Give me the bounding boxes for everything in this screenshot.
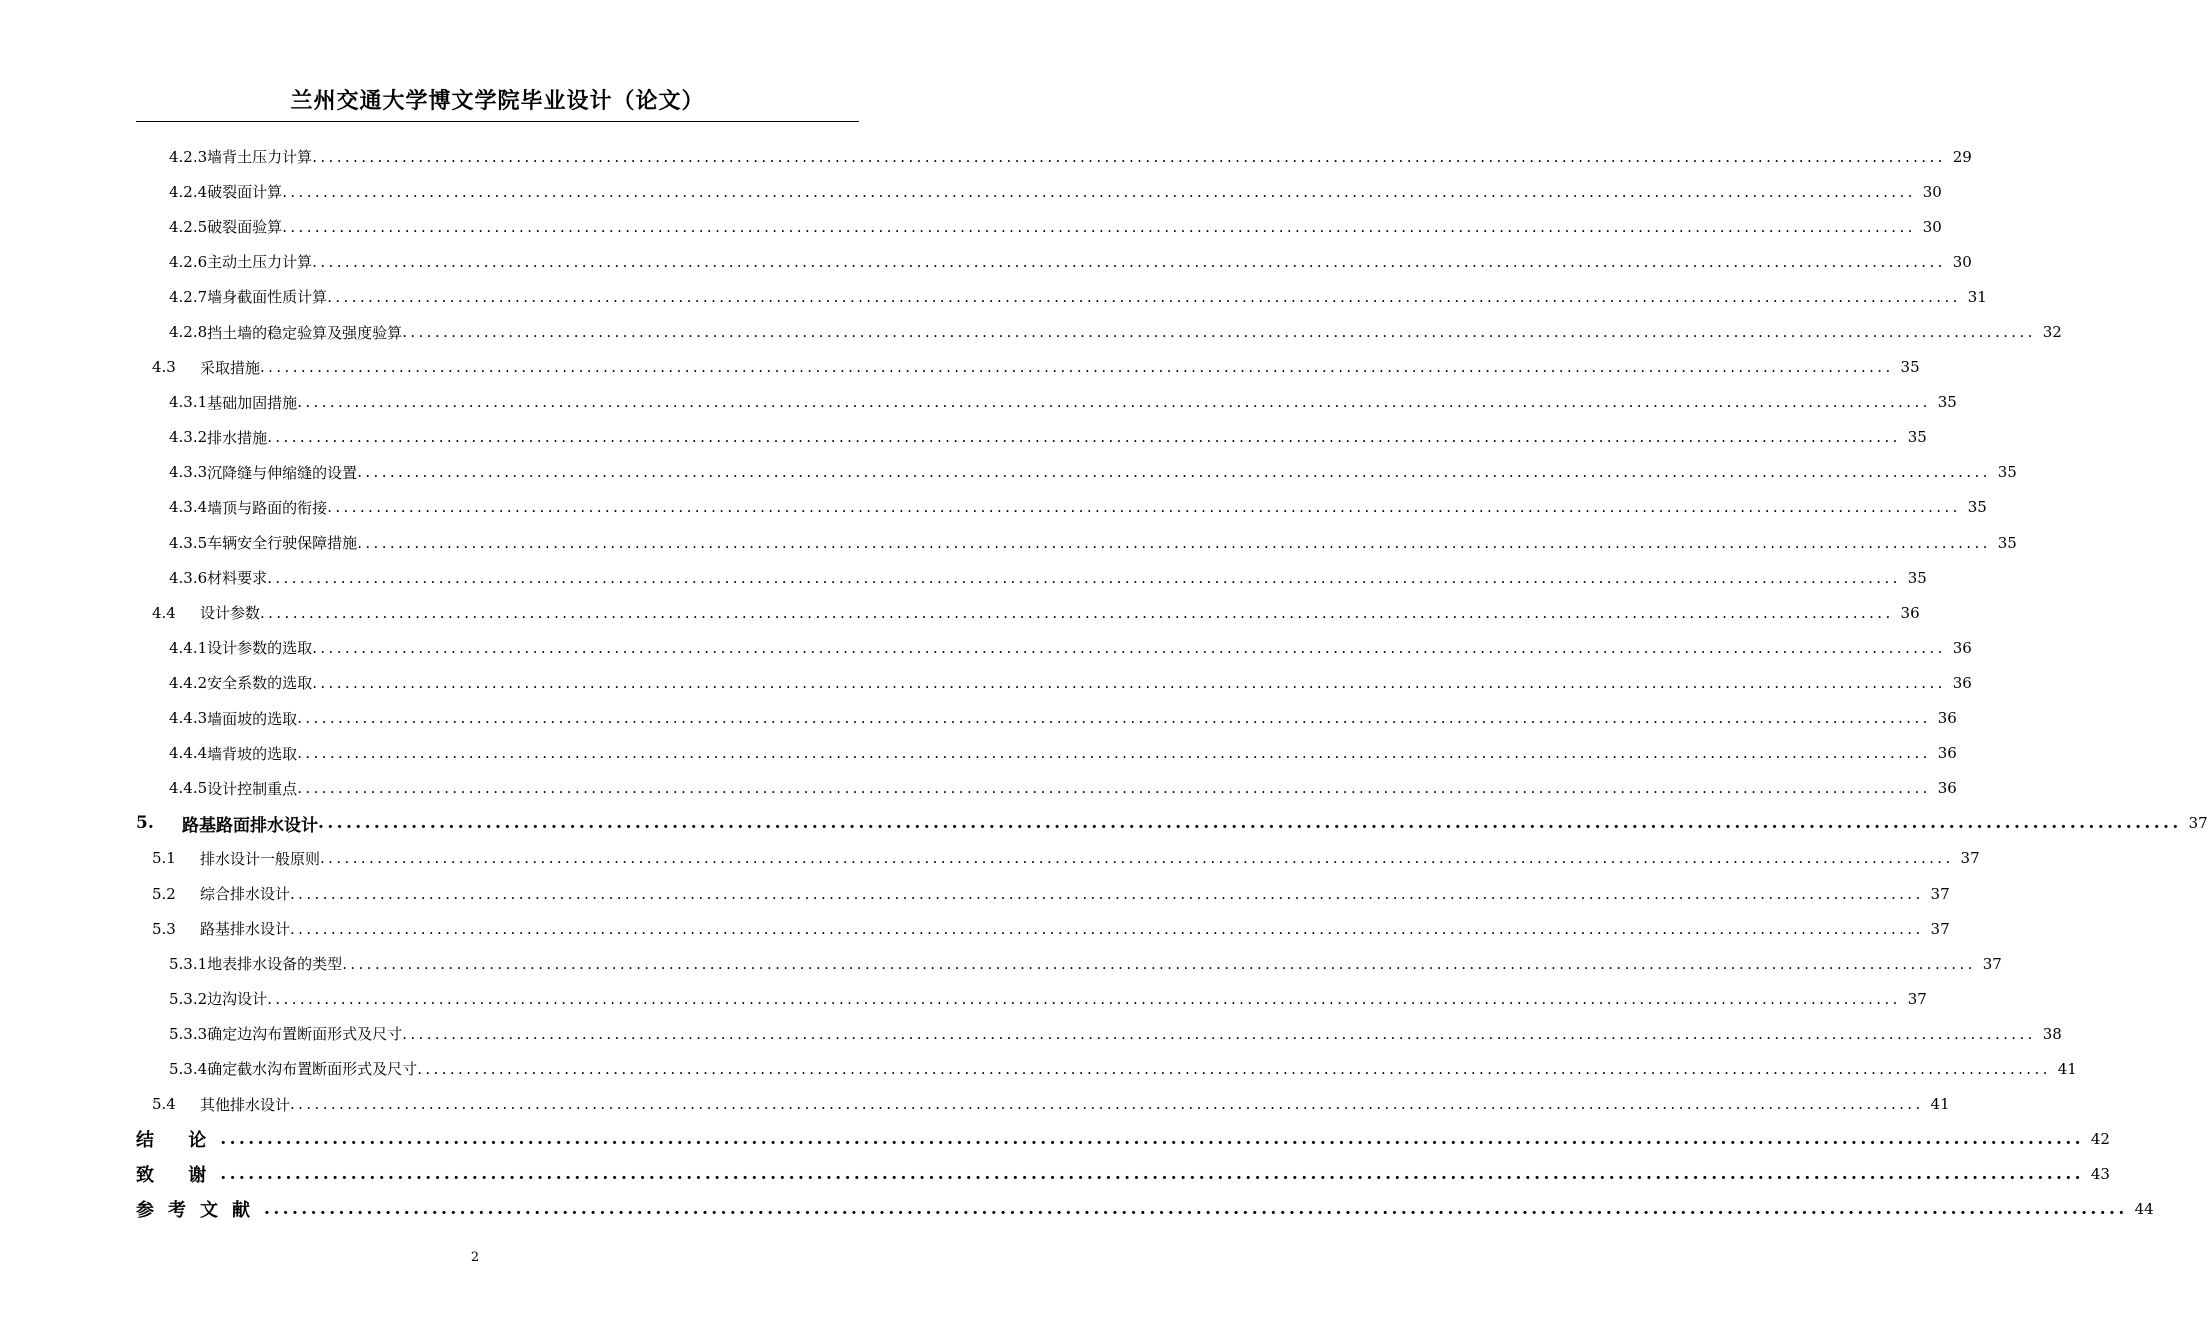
- toc-entry[interactable]: [136, 1157, 2110, 1192]
- toc-entry-number: 4.4: [152, 603, 176, 622]
- toc-dot-leader: ........................................................................................................................................................................................................: [327, 287, 1961, 306]
- toc-entry-title: 沉降缝与伸缩缝的设置: [207, 463, 358, 482]
- toc-entry-number: 4.4.2: [169, 673, 208, 692]
- toc-entry-title: 采取措施: [200, 358, 261, 377]
- toc-entry-page: 36: [1937, 709, 1957, 728]
- toc-entry-page: 30: [1952, 252, 1972, 271]
- toc-entry-title: 综合排水设计: [200, 885, 291, 904]
- toc-entry-page: 35: [1937, 393, 1957, 412]
- toc-entry-page: 37: [1960, 849, 1980, 868]
- toc-entry-page: 32: [2042, 323, 2062, 342]
- toc-entry-title: 破裂面验算: [207, 218, 283, 237]
- toc-entry-title: 基础加固措施: [207, 393, 298, 412]
- toc-entry[interactable]: [136, 560, 1927, 595]
- toc-entry-title: 设计参数: [200, 604, 261, 623]
- toc-entry-title: 确定边沟布置断面形式及尺寸: [207, 1025, 403, 1044]
- toc-dot-leader: ........................................................................................................................................................................................................: [327, 498, 1961, 517]
- toc-entry[interactable]: [136, 771, 1957, 806]
- toc-entry-page: 36: [1937, 779, 1957, 798]
- toc-dot-leader: ........................................................................................................................................................................................................: [297, 744, 1931, 763]
- toc-entry-number: 5.3.4: [169, 1059, 208, 1078]
- toc-entry-number: 5.1: [152, 849, 176, 868]
- toc-dot-leader: ........................................................................................................................................................................................................: [264, 1199, 2128, 1220]
- toc-entry[interactable]: [136, 701, 1957, 736]
- toc-entry-page: 36: [1900, 603, 1920, 622]
- toc-entry-title: 墙身截面性质计算: [207, 288, 328, 307]
- toc-entry[interactable]: [136, 174, 1942, 209]
- toc-dot-leader: ........................................................................................................................................................................................................: [290, 919, 1924, 938]
- toc-entry[interactable]: [136, 209, 1942, 244]
- toc-entry-page: 31: [1967, 287, 1987, 306]
- toc-entry-page: 43: [2090, 1165, 2110, 1184]
- toc-entry[interactable]: [136, 806, 2208, 841]
- toc-entry-title: 路基路面排水设计: [182, 815, 318, 836]
- toc-entry-title: 破裂面计算: [207, 183, 283, 202]
- toc-dot-leader: ........................................................................................................................................................................................................: [267, 568, 1901, 587]
- toc-entry-title: 边沟设计: [207, 990, 268, 1009]
- toc-entry-page: 37: [2188, 814, 2208, 833]
- toc-dot-leader: ........................................................................................................................................................................................................: [402, 323, 2036, 342]
- toc-dot-leader: ........................................................................................................................................................................................................: [318, 813, 2182, 834]
- toc-entry-title: 结 论: [136, 1130, 221, 1152]
- toc-entry-title: 路基排水设计: [200, 920, 291, 939]
- toc-entry-title: 致 谢: [136, 1165, 221, 1187]
- toc-entry[interactable]: [136, 1192, 2154, 1227]
- toc-dot-leader: ........................................................................................................................................................................................................: [312, 638, 1946, 657]
- toc-dot-leader: ........................................................................................................................................................................................................: [417, 1059, 2051, 1078]
- toc-dot-leader: ........................................................................................................................................................................................................: [267, 989, 1901, 1008]
- toc-dot-leader: ........................................................................................................................................................................................................: [342, 954, 1976, 973]
- toc-entry[interactable]: [136, 630, 1972, 665]
- toc-entry-page: 44: [2134, 1200, 2154, 1219]
- toc-entry-number: 4.2.3: [169, 147, 208, 166]
- toc-entry-page: 41: [2057, 1059, 2077, 1078]
- toc-dot-leader: ........................................................................................................................................................................................................: [320, 849, 1954, 868]
- toc-entry-number: 5.4: [152, 1095, 176, 1114]
- toc-entry-title: 墙顶与路面的衔接: [207, 498, 328, 517]
- toc-entry-page: 37: [1907, 989, 1927, 1008]
- toc-entry[interactable]: [136, 1016, 2062, 1051]
- toc-entry-number: 4.4.5: [169, 779, 208, 798]
- toc-dot-leader: ........................................................................................................................................................................................................: [357, 463, 1991, 482]
- toc-entry[interactable]: [136, 736, 1957, 771]
- toc-entry-title: 排水措施: [207, 428, 268, 447]
- table-of-contents: [136, 139, 2208, 1227]
- toc-entry-title: 墙面坡的选取: [207, 709, 298, 728]
- toc-entry-number: 4.3.6: [169, 568, 208, 587]
- toc-entry-title: 主动土压力计算: [207, 253, 313, 272]
- toc-entry-number: 4.3.1: [169, 393, 208, 412]
- toc-dot-leader: ........................................................................................................................................................................................................: [297, 393, 1931, 412]
- toc-dot-leader: ........................................................................................................................................................................................................: [402, 1024, 2036, 1043]
- toc-entry-number: 4.2.5: [169, 217, 208, 236]
- toc-entry-title: 排水设计一般原则: [200, 849, 321, 868]
- toc-entry[interactable]: [136, 525, 2017, 560]
- toc-entry[interactable]: [136, 665, 1972, 700]
- toc-entry-title: 确定截水沟布置断面形式及尺寸: [207, 1060, 418, 1079]
- toc-entry[interactable]: [136, 139, 1972, 174]
- toc-entry[interactable]: [136, 1122, 2110, 1157]
- toc-entry-number: 4.3.3: [169, 463, 208, 482]
- page-number: 2: [470, 1250, 480, 1265]
- toc-dot-leader: ........................................................................................................................................................................................................: [260, 603, 1894, 622]
- toc-entry-page: 35: [1997, 533, 2017, 552]
- toc-entry-page: 35: [1907, 428, 1927, 447]
- toc-entry-page: 36: [1952, 673, 1972, 692]
- toc-entry[interactable]: [136, 350, 1920, 385]
- toc-entry-page: 35: [1900, 358, 1920, 377]
- toc-dot-leader: ........................................................................................................................................................................................................: [290, 884, 1924, 903]
- toc-dot-leader: ........................................................................................................................................................................................................: [312, 252, 1946, 271]
- toc-entry-title: 地表排水设备的类型: [207, 955, 343, 974]
- toc-entry-number: 4.2.8: [169, 323, 208, 342]
- toc-entry-page: 30: [1922, 217, 1942, 236]
- toc-entry-page: 37: [1930, 884, 1950, 903]
- toc-dot-leader: ........................................................................................................................................................................................................: [290, 1095, 1924, 1114]
- toc-entry-title: 其他排水设计: [200, 1095, 291, 1114]
- toc-entry[interactable]: [136, 385, 1957, 420]
- toc-entry-number: 4.4.3: [169, 709, 208, 728]
- toc-entry-number: 5.3.3: [169, 1024, 208, 1043]
- toc-entry-number: 4.2.4: [169, 182, 208, 201]
- toc-entry-number: 4.3.4: [169, 498, 208, 517]
- toc-entry[interactable]: [136, 595, 1920, 630]
- toc-entry[interactable]: [136, 911, 1950, 946]
- toc-entry-title: 安全系数的选取: [207, 674, 313, 693]
- toc-dot-leader: ........................................................................................................................................................................................................: [220, 1129, 2084, 1150]
- toc-entry-number: 5.2: [152, 884, 176, 903]
- toc-entry[interactable]: [136, 1051, 2077, 1086]
- toc-entry-title: 墙背土压力计算: [207, 148, 313, 167]
- toc-entry[interactable]: [136, 244, 1972, 279]
- toc-entry-number: 5.3.2: [169, 989, 208, 1008]
- toc-entry[interactable]: [136, 946, 2002, 981]
- toc-entry[interactable]: [136, 420, 1927, 455]
- toc-entry-number: 4.2.6: [169, 252, 208, 271]
- toc-entry-number: 5.: [136, 813, 154, 834]
- toc-entry-page: 35: [1967, 498, 1987, 517]
- toc-entry-number: 5.3: [152, 919, 176, 938]
- toc-entry-page: 35: [1997, 463, 2017, 482]
- toc-entry[interactable]: [136, 314, 2062, 349]
- toc-entry[interactable]: [136, 455, 2017, 490]
- toc-entry-page: 41: [1930, 1095, 1950, 1114]
- toc-entry-page: 37: [1930, 919, 1950, 938]
- toc-entry[interactable]: [136, 876, 1950, 911]
- toc-entry-page: 35: [1907, 568, 1927, 587]
- toc-dot-leader: ........................................................................................................................................................................................................: [260, 358, 1894, 377]
- toc-entry-page: 37: [1982, 954, 2002, 973]
- toc-entry-number: 5.3.1: [169, 954, 208, 973]
- toc-entry[interactable]: [136, 1087, 1950, 1122]
- toc-entry[interactable]: [136, 981, 1927, 1016]
- toc-entry-number: 4.3: [152, 358, 176, 377]
- toc-entry-title: 设计控制重点: [207, 779, 298, 798]
- toc-dot-leader: ........................................................................................................................................................................................................: [297, 709, 1931, 728]
- header-rule: [136, 121, 859, 122]
- toc-entry-title: 挡土墙的稳定验算及强度验算: [207, 323, 403, 342]
- toc-entry-page: 36: [1952, 638, 1972, 657]
- toc-entry[interactable]: [136, 841, 1980, 876]
- toc-dot-leader: ........................................................................................................................................................................................................: [357, 533, 1991, 552]
- toc-entry-page: 29: [1952, 147, 1972, 166]
- toc-entry-title: 车辆安全行驶保障措施: [207, 534, 358, 553]
- toc-entry-title: 材料要求: [207, 569, 268, 588]
- toc-entry-page: 36: [1937, 744, 1957, 763]
- toc-dot-leader: ........................................................................................................................................................................................................: [312, 673, 1946, 692]
- toc-entry[interactable]: [136, 279, 1987, 314]
- toc-entry-title: 设计参数的选取: [207, 639, 313, 658]
- toc-entry-number: 4.4.1: [169, 638, 208, 657]
- toc-entry-number: 4.4.4: [169, 744, 208, 763]
- toc-entry[interactable]: [136, 490, 1987, 525]
- toc-entry-number: 4.3.2: [169, 428, 208, 447]
- toc-dot-leader: ........................................................................................................................................................................................................: [282, 217, 1916, 236]
- toc-entry-number: 4.2.7: [169, 287, 208, 306]
- toc-dot-leader: ........................................................................................................................................................................................................: [267, 428, 1901, 447]
- document-header-title: 兰州交通大学博文学院毕业设计（论文）: [290, 89, 705, 114]
- toc-dot-leader: ........................................................................................................................................................................................................: [297, 779, 1931, 798]
- toc-entry-title: 参考文献: [136, 1200, 264, 1222]
- toc-entry-page: 30: [1922, 182, 1942, 201]
- toc-dot-leader: ........................................................................................................................................................................................................: [312, 147, 1946, 166]
- toc-entry-page: 38: [2042, 1024, 2062, 1043]
- toc-dot-leader: ........................................................................................................................................................................................................: [220, 1164, 2084, 1185]
- toc-entry-number: 4.3.5: [169, 533, 208, 552]
- toc-entry-page: 42: [2090, 1130, 2110, 1149]
- toc-dot-leader: ........................................................................................................................................................................................................: [282, 182, 1916, 201]
- toc-entry-title: 墙背坡的选取: [207, 744, 298, 763]
